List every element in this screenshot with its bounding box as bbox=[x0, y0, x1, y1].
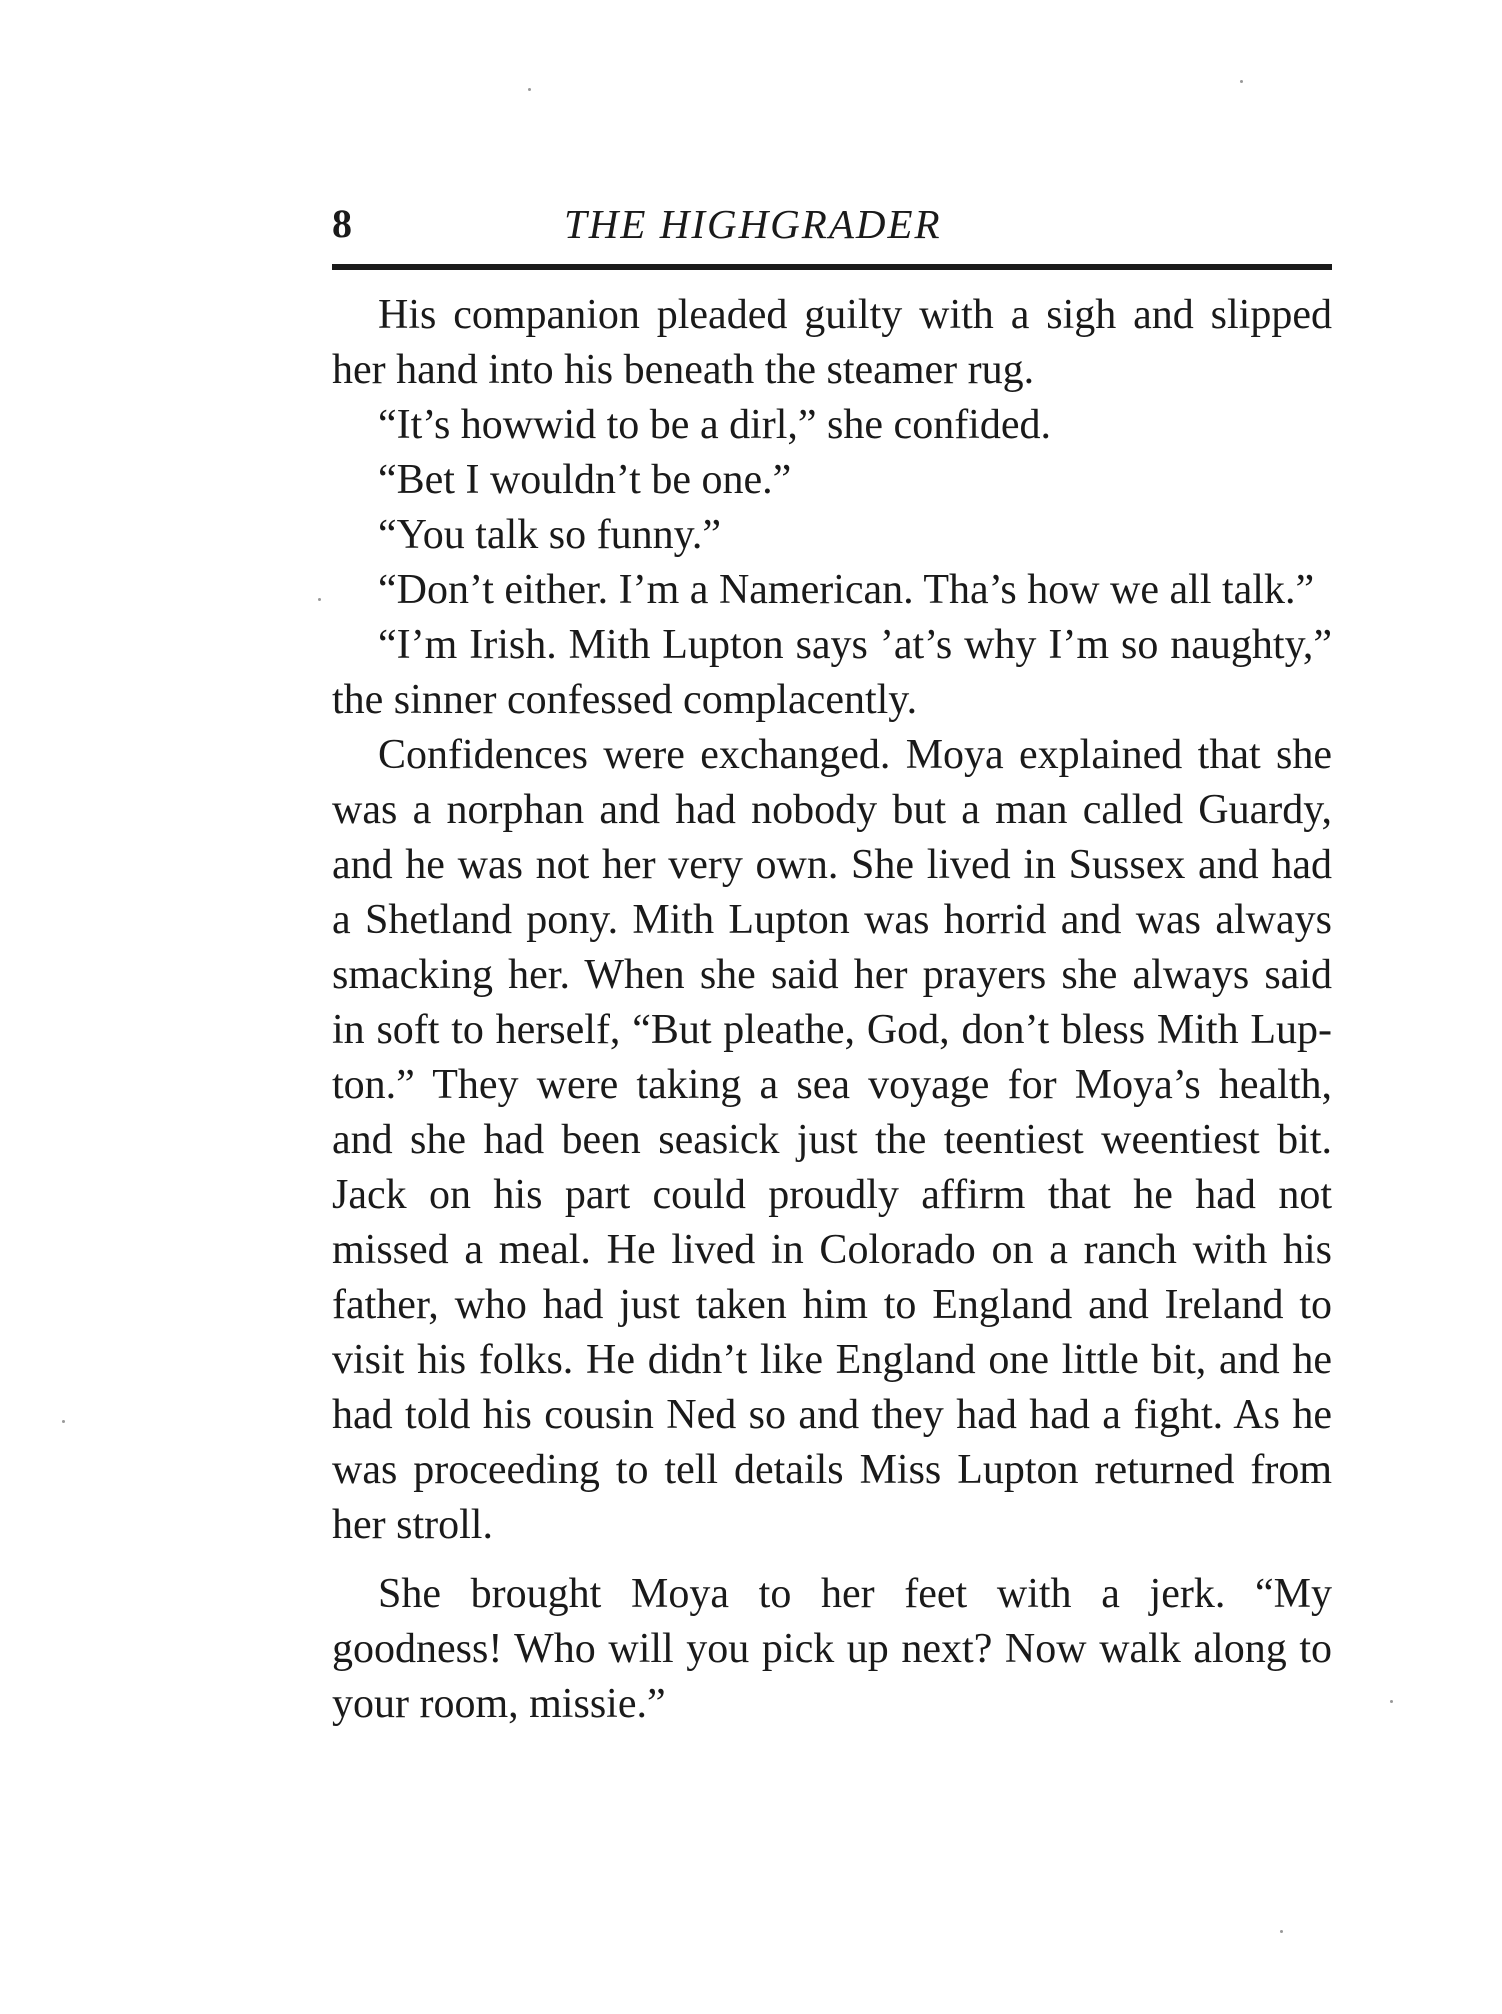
paragraph: “Don’t either. I’m a Namerican. Tha’s how we all talk.” bbox=[378, 567, 1315, 613]
paragraph: “It’s howwid to be a dirl,” she confided. bbox=[378, 402, 1051, 448]
body-text bbox=[332, 288, 1332, 1732]
paragraph: “I’m Irish. Mith Lupton says ’at’s why I’m so naughty,” the sinner confessed complacently. bbox=[332, 622, 1332, 723]
running-title: THE HIGHGRADER bbox=[564, 201, 942, 247]
header-rule bbox=[332, 264, 1332, 270]
paragraph: His companion pleaded guilty with a sigh and slipped her hand into his beneath the steamer rug. bbox=[332, 292, 1332, 393]
paper-speck bbox=[62, 1420, 65, 1423]
paragraph: She brought Moya to her feet with a jerk. “My goodness! Who will you pick up next? Now walk along to your room, missie.” bbox=[332, 1571, 1332, 1727]
paper-speck bbox=[1240, 80, 1243, 83]
paper-speck bbox=[1390, 1700, 1393, 1703]
paper-speck bbox=[528, 88, 531, 91]
page-number: 8 bbox=[332, 201, 353, 246]
paper-speck bbox=[1280, 1930, 1283, 1933]
paragraph: Confidences were exchanged. Moya explained that she was a norphan and had nobody but a man called Guardy, and he was not her very own. She lived in Sussex and had a Shetland pony. Mith Lupton was horrid and was always smacking her. When she said her prayers she always said in soft to herself, “But pleathe, God, don’t bless Mith Lupton.” They were taking a sea voyage for Moya’s health, and she had been seasick just the teentiest weentiest bit. Jack on his part could proudly affirm that he had not missed a meal. He lived in Colorado on a ranch with his father, who had just taken him to England and Ireland to visit his folks. He didn’t like England one little bit, and he had told his cousin Ned so and they had had a fight. As he was proceeding to tell details Miss Lupton returned from her stroll. bbox=[332, 732, 1332, 1548]
page-header bbox=[332, 200, 1332, 256]
paragraph: “Bet I wouldn’t be one.” bbox=[378, 457, 792, 503]
paragraph: “You talk so funny.” bbox=[378, 512, 721, 558]
paper-speck bbox=[318, 598, 321, 601]
